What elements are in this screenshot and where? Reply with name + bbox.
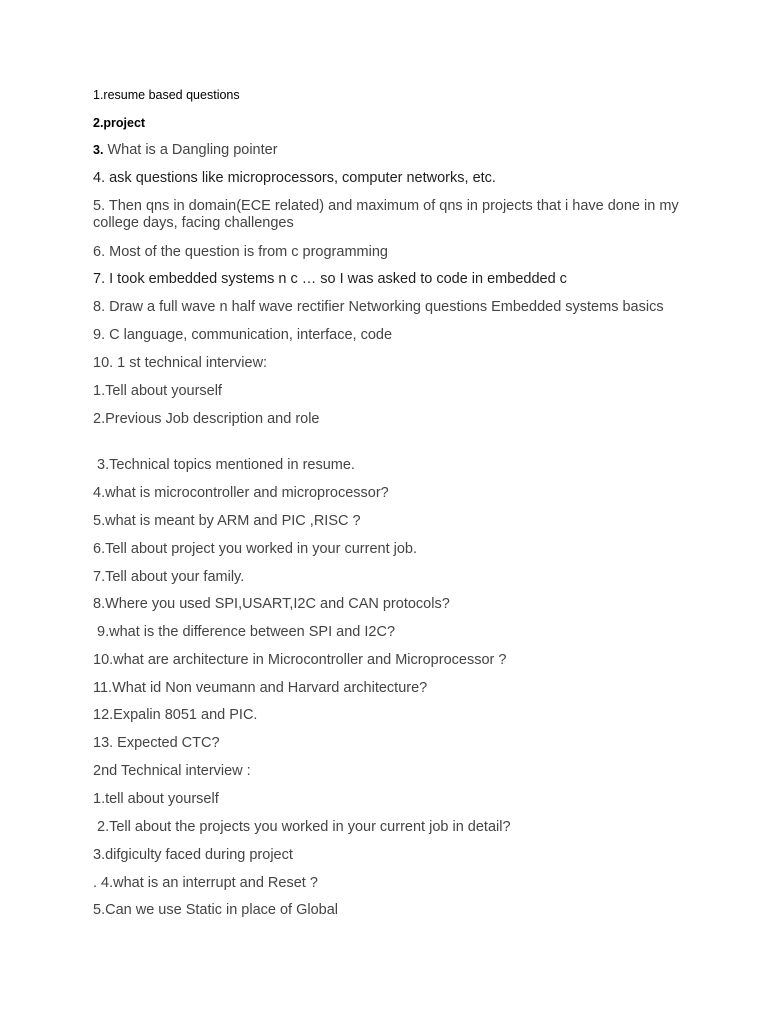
line-protocols: 8.Where you used SPI,USART,I2C and CAN protocols? <box>93 596 450 612</box>
line-c-programming: 6. Most of the question is from c programming <box>93 244 388 260</box>
line-static-global: 5.Can we use Static in place of Global <box>93 902 339 918</box>
line-embedded-c: 7. I took embedded systems n c … so I was asked to code in embedded c <box>93 271 567 287</box>
line-previous-job: 2.Previous Job description and role <box>93 411 320 427</box>
line-current-job-project: 6.Tell about project you worked in your current job. <box>93 541 418 557</box>
line-dangling-pointer <box>93 142 278 159</box>
line-architecture: 10.what are architecture in Microcontroller and Microprocessor ? <box>93 652 507 668</box>
line-resume-questions: 1.resume based questions <box>93 88 240 102</box>
line-project: 2.project <box>93 116 146 130</box>
line-first-technical-interview: 10. 1 st technical interview: <box>93 355 268 371</box>
line-rectifier: 8. Draw a full wave n half wave rectifier Networking questions Embedded systems basics <box>93 299 664 315</box>
line-microprocessors: 4. ask questions like microprocessors, computer networks, etc. <box>93 170 496 186</box>
line-number: 3. <box>93 143 104 157</box>
line-family: 7.Tell about your family. <box>93 569 245 585</box>
line-harvard: 11.What id Non veumann and Harvard architecture? <box>93 680 428 696</box>
line-spi-i2c: 9.what is the difference between SPI and I2C? <box>93 624 396 640</box>
line-c-language: 9. C language, communication, interface, code <box>93 327 393 343</box>
line-second-technical-interview: 2nd Technical interview : <box>93 763 251 779</box>
line-8051-pic: 12.Expalin 8051 and PIC. <box>93 707 258 723</box>
line-arm-pic-risc: 5.what is meant by ARM and PIC ,RISC ? <box>93 513 361 529</box>
line-difficulty: 3.difgiculty faced during project <box>93 847 293 863</box>
line-microcontroller: 4.what is microcontroller and microprocessor? <box>93 485 389 501</box>
line-tell-about-yourself: 1.Tell about yourself <box>93 383 222 399</box>
line-expected-ctc: 13. Expected CTC? <box>93 735 220 751</box>
line-projects-detail: 2.Tell about the projects you worked in your current job in detail? <box>93 819 511 835</box>
line-tell-about-yourself-2: 1.tell about yourself <box>93 791 219 807</box>
line-technical-topics: 3.Technical topics mentioned in resume. <box>93 457 355 473</box>
line-interrupt-reset: . 4.what is an interrupt and Reset ? <box>93 875 318 891</box>
line-text: What is a Dangling pointer <box>107 142 278 158</box>
line-domain-questions: 5. Then qns in domain(ECE related) and maximum of qns in projects that i have done in my college days, facing challenges <box>93 198 679 231</box>
